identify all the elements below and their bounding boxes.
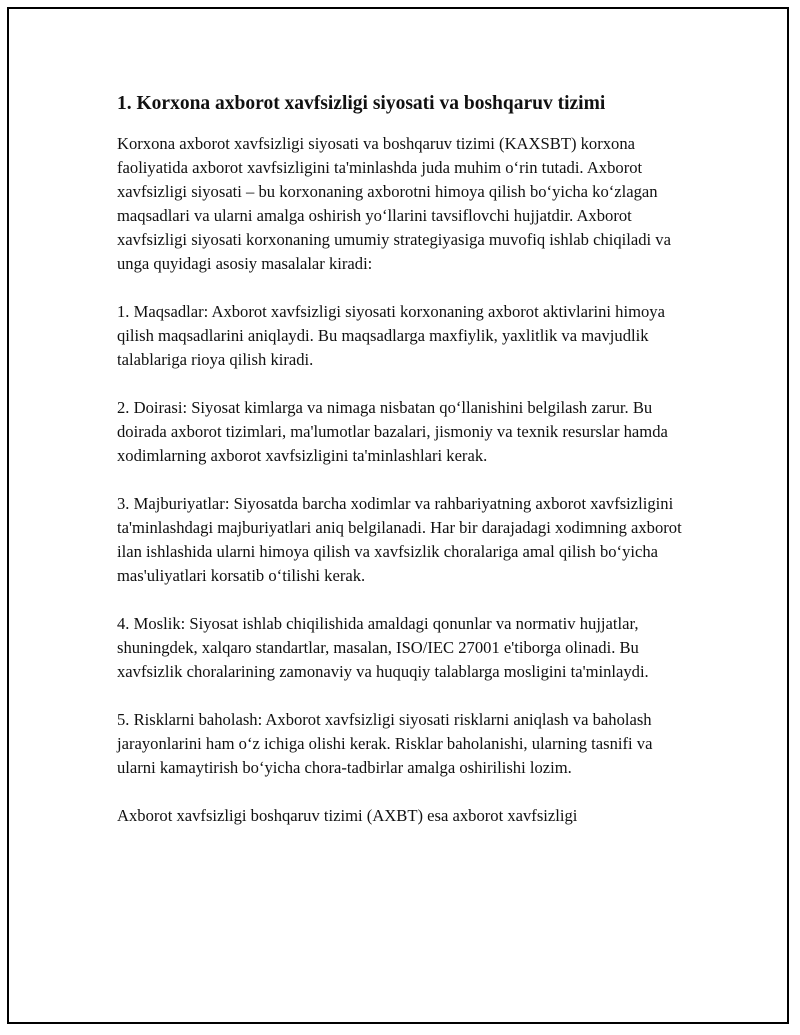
paragraph-moslik: 4. Moslik: Siyosat ishlab chiqilishida amaldagi qonunlar va normativ hujjatlar, shuningdek, xalqaro standartlar, masalan, ISO/IEC 27001 e'tiborga olinadi. Bu xavfsizlik choralarining zamonaviy va huquqiy talablarga mosligini ta'minlaydi. [117, 614, 649, 681]
paragraph-risklarni-baholash: 5. Risklarni baholash: Axborot xavfsizligi siyosati risklarni aniqlash va baholash jarayonlarini ham o‘z ichiga olishi kerak. Risklar baholanishi, ularning tasnifi va ularni kamaytirish bo‘yicha chora-tadbirlar amalga oshirilishi lozim. [117, 710, 653, 777]
paragraph-maqsadlar: 1. Maqsadlar: Axborot xavfsizligi siyosati korxonaning axborot aktivlarini himoya qilish maqsadlarini aniqlaydi. Bu maqsadlarga maxfiylik, yaxlitlik va mavjudlik talablariga rioya qilish kiradi. [117, 302, 665, 369]
paragraph-axbt: Axborot xavfsizligi boshqaruv tizimi (AXBT) esa axborot xavfsizligi [117, 806, 578, 825]
document-body [117, 90, 692, 852]
document-title: 1. Korxona axborot xavfsizligi siyosati va boshqaruv tizimi [117, 93, 606, 114]
intro-paragraph: Korxona axborot xavfsizligi siyosati va boshqaruv tizimi (KAXSBT) korxona faoliyatida axborot xavfsizligini ta'minlashda juda muhim o‘rin tutadi. Axborot xavfsizligi siyosati – bu korxonaning axborotni himoya qilish bo‘yicha ko‘zlagan maqsadlari va ularni amalga oshirish yo‘llarini tavsiflovchi hujjatdir. Axborot xavfsizligi siyosati korxonaning umumiy strategiyasiga muvofiq ishlab chiqiladi va unga quyidagi asosiy masalalar kiradi: [117, 134, 671, 273]
paragraph-doirasi: 2. Doirasi: Siyosat kimlarga va nimaga nisbatan qo‘llanishini belgilash zarur. Bu doirada axborot tizimlari, ma'lumotlar bazalari, jismoniy va texnik resurslar hamda xodimlarning axborot xavfsizligini ta'minlashlari kerak. [117, 398, 668, 465]
paragraph-majburiyatlar: 3. Majburiyatlar: Siyosatda barcha xodimlar va rahbariyatning axborot xavfsizligini ta'minlashdagi majburiyatlari aniq belgilanadi. Har bir darajadagi xodimning axborot ilan ishlashida ularni himoya qilish va xavfsizlik choralariga amal qilish bo‘yicha mas'uliyatlari korsatib o‘tilishi kerak. [117, 494, 682, 585]
